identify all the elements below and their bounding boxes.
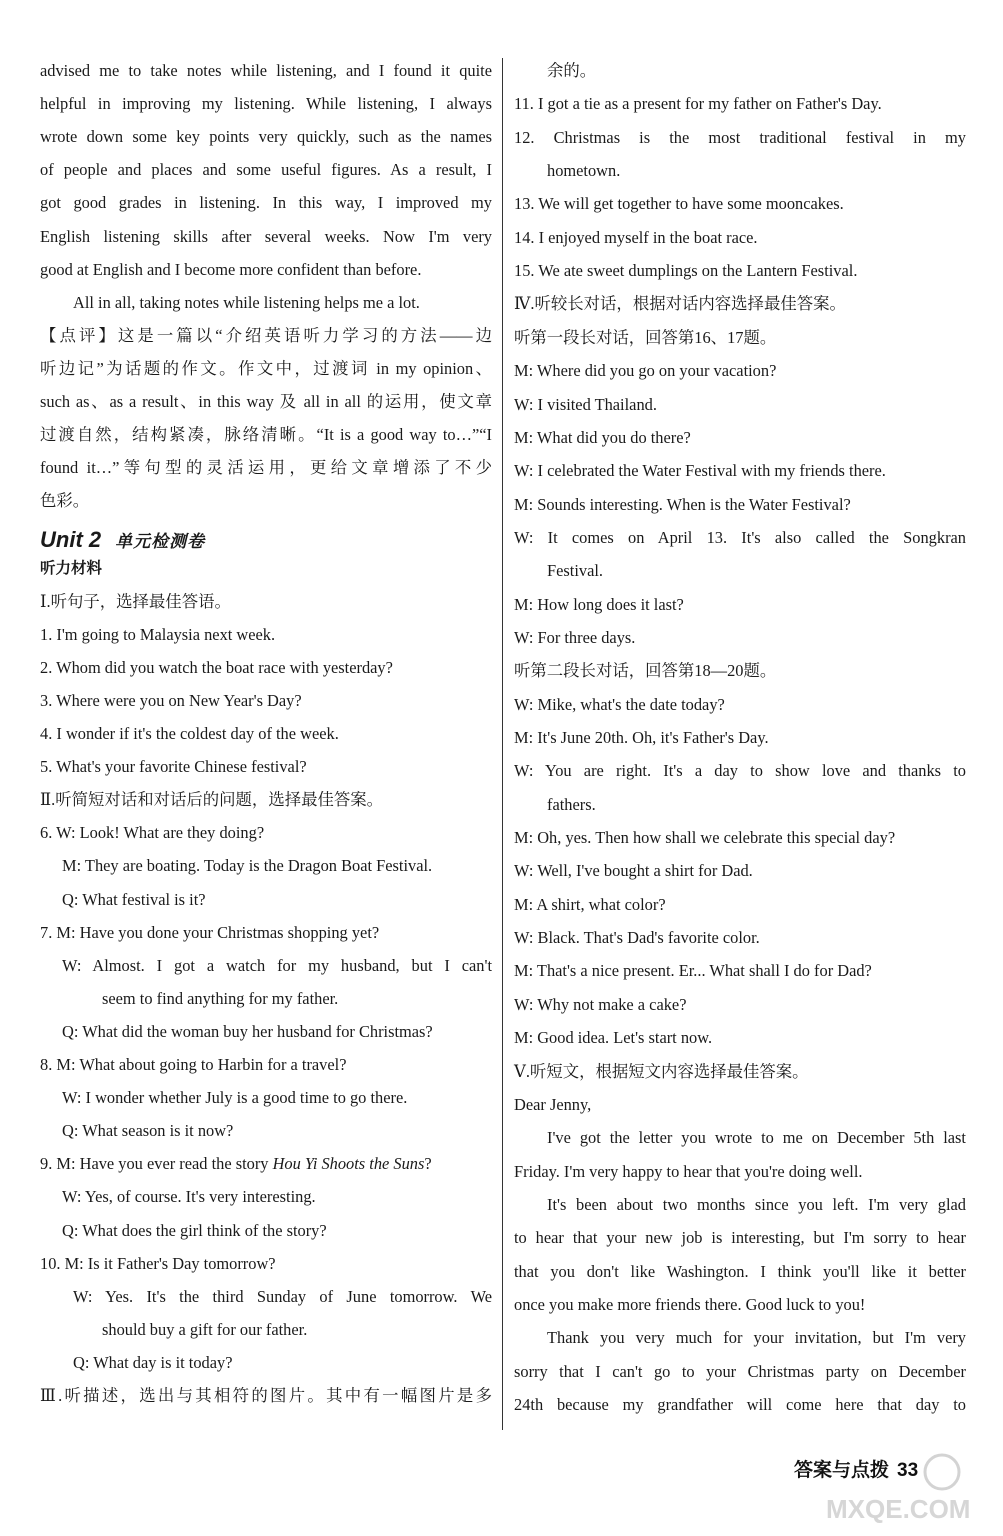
- line-text: ?: [424, 1154, 432, 1174]
- left-column-line: [40, 226, 492, 248]
- line-text: 9. M: Have you ever read the story: [40, 1154, 273, 1174]
- left-column-line: [62, 1120, 233, 1142]
- right-column-line: [547, 1327, 966, 1349]
- right-column-line: [514, 127, 966, 149]
- right-column-line: [514, 827, 895, 849]
- line-text: M: Oh, yes. Then how shall we celebrate this special day?: [514, 828, 896, 848]
- line-text: Ⅲ.听描述，选出与其相符的图片。其中有一幅图片是多: [40, 1386, 492, 1405]
- right-column-line: [514, 1161, 863, 1183]
- line-text: should buy a gift for our father.: [102, 1319, 308, 1339]
- line-text: M: What did you do there?: [514, 427, 691, 447]
- line-text: Ⅳ.听较长对话，根据对话内容选择最佳答案。: [514, 294, 846, 314]
- footer-label: 答案与点拨: [794, 1460, 890, 1481]
- left-column-line: [102, 988, 338, 1010]
- line-text: Q: What does the girl think of the story?: [62, 1220, 327, 1240]
- right-column-line: [514, 760, 966, 782]
- left-column-line: [40, 1253, 276, 1275]
- line-text: 7. M: Have you done your Christmas shopping yet?: [40, 922, 380, 942]
- line-text: 15. We ate sweet dumplings on the Lantern Festival.: [514, 261, 858, 281]
- line-text: M: Good idea. Let's start now.: [514, 1028, 713, 1048]
- right-column-line: [514, 193, 844, 215]
- line-text: Unit 2: [40, 527, 102, 553]
- left-column-line: [40, 1054, 346, 1076]
- right-column-line: [514, 293, 846, 315]
- right-column-line: [514, 894, 666, 916]
- line-text: Q: What day is it today?: [73, 1352, 233, 1372]
- left-column-line: [40, 624, 275, 646]
- right-column-line: [514, 1394, 966, 1416]
- left-column-line: [40, 922, 379, 944]
- line-text: such as、as a result、in this way 及 all in all 的运用，使文章: [40, 392, 492, 411]
- right-column-line: [547, 60, 596, 82]
- left-column-line: [40, 657, 393, 679]
- right-column-line: [514, 1294, 865, 1316]
- line-text: W: I wonder whether July is a good time to go there.: [62, 1088, 408, 1108]
- right-column-line: [514, 327, 776, 349]
- right-column-line: [514, 994, 686, 1016]
- line-text: found it…”等句型的灵活运用，更给文章增添了不少: [40, 458, 492, 478]
- line-text: W: Yes. It's the third Sunday of June tomorrow. We: [73, 1286, 492, 1306]
- left-column-line: [40, 259, 421, 281]
- right-column-line: [514, 1227, 966, 1249]
- line-text: M: It's June 20th. Oh, it's Father's Day.: [514, 728, 769, 747]
- line-text: fathers.: [547, 794, 596, 814]
- line-text: M: Where did you go on your vacation?: [514, 361, 777, 381]
- left-column-line: [40, 1153, 432, 1175]
- right-column-line: [514, 427, 691, 449]
- line-text: 8. M: What about going to Harbin for a travel?: [40, 1055, 347, 1074]
- line-text: 13. We will get together to have some mooncakes.: [514, 194, 844, 214]
- right-column-line: [547, 1194, 966, 1216]
- right-column-line: [514, 527, 966, 549]
- right-column-line: [514, 394, 657, 416]
- line-text: Q: What season is it now?: [62, 1121, 234, 1141]
- line-text: 余的。: [547, 61, 597, 80]
- left-column-line: [62, 1087, 407, 1109]
- right-column-line: [514, 727, 769, 749]
- line-text: Dear Jenny,: [514, 1094, 592, 1114]
- left-column-line: [40, 391, 492, 413]
- left-column-line: [40, 558, 102, 580]
- line-text: 5. What's your favorite Chinese festival?: [40, 757, 307, 777]
- right-column-line: [514, 860, 753, 882]
- right-column-line: [514, 494, 851, 516]
- line-text: that you don't like Washington. I think you'll like it better: [514, 1261, 966, 1281]
- line-text: 听边记”为话题的作文。作文中，过渡词 in my opinion、: [40, 358, 492, 378]
- story-title: Hou Yi Shoots the Suns: [272, 1154, 425, 1174]
- line-text: 1. I'm going to Malaysia next week.: [40, 624, 276, 644]
- line-text: sorry that I can't go to your Christmas party on December: [514, 1361, 966, 1381]
- right-column-line: [514, 360, 776, 382]
- line-text: I've got the letter you wrote to me on December 5th last: [547, 1128, 966, 1148]
- right-column-line: [547, 160, 620, 182]
- left-column-line: [102, 1319, 307, 1341]
- right-column-line: [514, 460, 886, 482]
- right-column-line: [514, 260, 857, 282]
- left-column-line: [40, 126, 492, 148]
- line-text: W: I celebrated the Water Festival with my friends there.: [514, 461, 886, 481]
- left-column-line: [40, 526, 205, 556]
- left-column-line: [40, 358, 492, 380]
- right-column-line: [514, 1027, 712, 1049]
- line-text: of people and places and some useful figures. As a result, I: [40, 160, 492, 180]
- line-text: 3. Where were you on New Year's Day?: [40, 690, 302, 710]
- line-text: 4. I wonder if it's the coldest day of the week.: [40, 724, 339, 743]
- right-column-line: [514, 227, 758, 249]
- left-column-line: [73, 292, 420, 314]
- left-column-line: [40, 60, 492, 82]
- right-column-line: [514, 694, 725, 716]
- line-text: 听第一段长对话，回答第16、17题。: [514, 327, 777, 347]
- line-text: good at English and I become more confident than before.: [40, 259, 422, 279]
- line-text: W: Well, I've bought a shirt for Dad.: [514, 861, 753, 881]
- unit-subtitle: 单元检测卷: [115, 532, 206, 552]
- line-text: 色彩。: [40, 491, 90, 511]
- line-text: W: It comes on April 13. It's also called the Songkran: [514, 527, 966, 547]
- right-column-line: [514, 594, 684, 616]
- left-column-line: [62, 1220, 327, 1242]
- left-column-line: [40, 822, 264, 844]
- line-text: M: How long does it last?: [514, 594, 684, 614]
- column-divider: [502, 58, 503, 1430]
- line-text: 听第二段长对话，回答第18—20题。: [514, 661, 777, 681]
- right-column-line: [514, 927, 760, 949]
- line-text: 6. W: Look! What are they doing?: [40, 823, 265, 843]
- left-column-line: [40, 93, 492, 115]
- right-column-line: [514, 660, 776, 682]
- right-column-line: [514, 93, 882, 115]
- left-column-line: [40, 192, 492, 214]
- right-column-line: [514, 1061, 809, 1083]
- right-column-line: [547, 560, 603, 582]
- line-text: got good grades in listening. In this way, I improved my: [40, 193, 492, 213]
- line-text: 14. I enjoyed myself in the boat race.: [514, 227, 758, 247]
- line-text: wrote down some key points very quickly, such as the names: [40, 127, 492, 147]
- right-column-line: [514, 627, 635, 649]
- line-text: W: For three days.: [514, 627, 636, 647]
- line-text: It's been about two months since you left. I'm very glad: [547, 1194, 966, 1214]
- line-text: English listening skills after several weeks. Now I'm very: [40, 226, 492, 246]
- left-column-line: [73, 1352, 232, 1374]
- left-column-line: [40, 789, 383, 811]
- line-text: W: You are right. It's a day to show love and thanks to: [514, 761, 966, 781]
- line-text: hometown.: [547, 161, 621, 181]
- line-text: Q: What festival is it?: [62, 889, 206, 909]
- line-text: M: Sounds interesting. When is the Water Festival?: [514, 494, 851, 514]
- line-text: Festival.: [547, 561, 603, 581]
- left-column-line: [73, 1286, 492, 1308]
- line-text: 2. Whom did you watch the boat race with yesterday?: [40, 657, 393, 677]
- line-text: 【点评】这是一篇以“介绍英语听力学习的方法——边: [40, 325, 492, 345]
- line-text: Thank you very much for your invitation, but I'm very: [547, 1328, 966, 1348]
- left-column-line: [40, 756, 307, 778]
- line-text: once you make more friends there. Good luck to you!: [514, 1294, 866, 1314]
- left-column-line: [62, 855, 432, 877]
- line-text: 10. M: Is it Father's Day tomorrow?: [40, 1253, 276, 1273]
- line-text: W: I visited Thailand.: [514, 394, 657, 414]
- right-column-line: [514, 960, 872, 982]
- right-column-line: [514, 1361, 966, 1383]
- line-text: 12. Christmas is the most traditional festival in my: [514, 127, 966, 147]
- line-text: W: Almost. I got a watch for my husband, but I can't: [62, 955, 492, 975]
- line-text: Ⅴ.听短文，根据短文内容选择最佳答案。: [514, 1061, 809, 1081]
- right-column-line: [514, 1261, 966, 1283]
- line-text: M: A shirt, what color?: [514, 894, 666, 914]
- right-column-line: [514, 1094, 591, 1116]
- page-number: 33: [897, 1460, 919, 1481]
- line-text: advised me to take notes while listening, and I found it quite: [40, 61, 492, 80]
- line-text: Ⅰ.听句子，选择最佳答语。: [40, 591, 231, 611]
- left-column-line: [62, 1021, 433, 1043]
- line-text: 过渡自然，结构紧凑，脉络清晰。“It is a good way to…”“I: [40, 425, 492, 445]
- line-text: All in all, taking notes while listening helps me a lot.: [73, 292, 420, 312]
- line-text: W: Black. That's Dad's favorite color.: [514, 928, 760, 948]
- left-column-line: [40, 159, 492, 181]
- line-text: 听力材料: [40, 559, 103, 577]
- left-column-line: [40, 723, 339, 745]
- line-text: seem to find anything for my father.: [102, 988, 339, 1008]
- page-footer: [794, 1458, 918, 1484]
- line-text: W: Mike, what's the date today?: [514, 694, 725, 714]
- line-text: W: Yes, of course. It's very interesting.: [62, 1187, 316, 1207]
- right-column-line: [547, 1127, 966, 1149]
- left-column-line: [62, 955, 492, 977]
- line-text: Ⅱ.听简短对话和对话后的问题，选择最佳答案。: [40, 790, 384, 810]
- line-text: helpful in improving my listening. While listening, I always: [40, 94, 492, 114]
- line-text: W: Why not make a cake?: [514, 994, 687, 1014]
- left-column-line: [40, 690, 302, 712]
- line-text: Q: What did the woman buy her husband for Christmas?: [62, 1021, 433, 1041]
- line-text: 11. I got a tie as a present for my father on Father's Day.: [514, 94, 882, 114]
- left-column-line: [40, 457, 492, 479]
- line-text: Friday. I'm very happy to hear that you're doing well.: [514, 1161, 863, 1181]
- line-text: M: That's a nice present. Er... What shall I do for Dad?: [514, 961, 872, 981]
- left-column-line: [40, 424, 492, 446]
- left-column-line: [62, 889, 206, 911]
- watermark-text: MXQE.COM: [826, 1494, 970, 1524]
- line-text: to hear that your new job is interesting, but I'm sorry to hear: [514, 1228, 966, 1248]
- left-column-line: [40, 591, 231, 613]
- left-column-line: [40, 490, 89, 512]
- left-column-line: [40, 325, 492, 347]
- left-column-line: [40, 1385, 492, 1407]
- line-text: 24th because my grandfather will come here that day to: [514, 1395, 966, 1414]
- right-column-line: [547, 794, 596, 816]
- line-text: M: They are boating. Today is the Dragon Boat Festival.: [62, 856, 433, 876]
- left-column-line: [62, 1186, 316, 1208]
